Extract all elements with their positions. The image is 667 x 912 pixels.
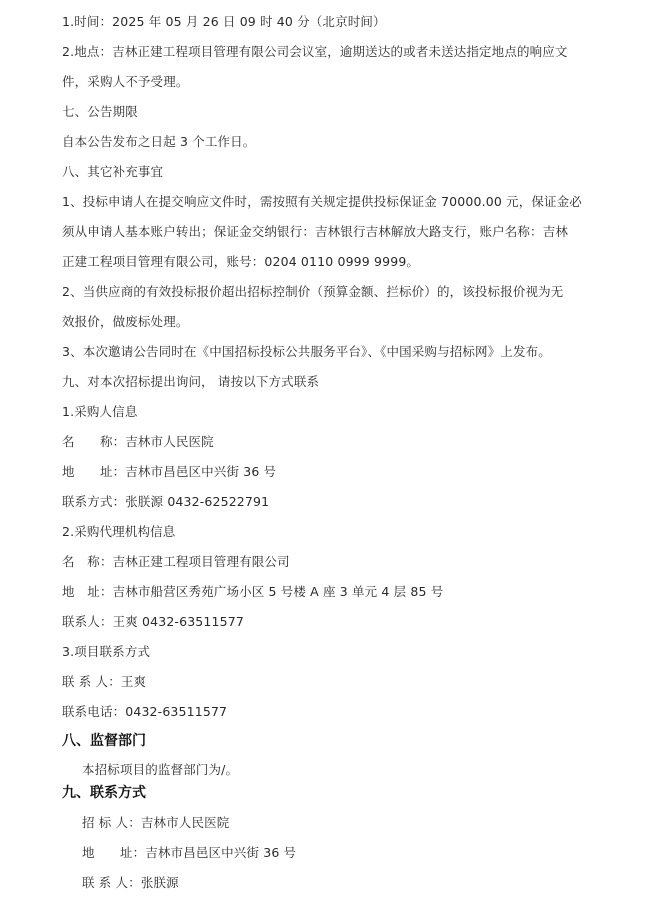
project-contact-person: 联 系 人：王爽 [62, 674, 147, 689]
publication-paragraph: 3、本次邀请公告同时在《中国招标投标公共服务平台》、《中国采购与招标网》上发布。 [62, 344, 551, 359]
supervision-text: 本招标项目的监督部门为/。 [82, 762, 239, 777]
meeting-time-line: 1.时间：2025 年 05 月 26 日 09 时 40 分（北京时间） [62, 14, 386, 29]
purchaser-address: 地 址：吉林市昌邑区中兴街 36 号 [62, 464, 277, 479]
tenderer-address: 地 址：吉林市昌邑区中兴街 36 号 [82, 845, 297, 860]
contact-heading: 九、联系方式 [62, 785, 146, 801]
agency-info-title: 2.采购代理机构信息 [62, 524, 176, 539]
section-9-inquiry-title: 九、对本次招标提出询问， 请按以下方式联系 [62, 374, 320, 389]
bid-price-paragraph-line-2: 效报价，做废标处理。 [62, 314, 189, 329]
purchaser-name: 名 称：吉林市人民医院 [62, 434, 214, 449]
deposit-paragraph-line-1: 1、投标申请人在提交响应文件时，需按照有关规定提供投标保证金 70000.00 元，保证金必 [62, 194, 582, 209]
deposit-paragraph-line-2: 须从申请人基本账户转出；保证金交纳银行：吉林银行吉林解放大路支行，账户名称：吉林 [62, 224, 569, 239]
project-contact-title: 3.项目联系方式 [62, 644, 151, 659]
tenderer-contact: 联 系 人：张朕源 [82, 875, 179, 890]
meeting-location-line-2: 件，采购人不予受理。 [62, 74, 189, 89]
purchaser-info-title: 1.采购人信息 [62, 404, 138, 419]
section-8-supplement-title: 八、其它补充事宜 [62, 164, 164, 179]
tenderer-name: 招 标 人：吉林市人民医院 [82, 815, 230, 830]
purchaser-contact: 联系方式：张朕源 0432-62522791 [62, 494, 270, 509]
announcement-period-text: 自本公告发布之日起 3 个工作日。 [62, 134, 256, 149]
bid-price-paragraph-line-1: 2、当供应商的有效投标报价超出招标控制价（预算金额、拦标价）的，该投标报价视为无 [62, 284, 564, 299]
project-contact-phone: 联系电话：0432-63511577 [62, 704, 228, 719]
agency-contact: 联系人：王爽 0432-63511577 [62, 614, 244, 629]
agency-name: 名 称：吉林正建工程项目管理有限公司 [62, 554, 290, 569]
meeting-location-line: 2.地点：吉林正建工程项目管理有限公司会议室，逾期送达的或者未送达指定地点的响应文 [62, 44, 568, 59]
agency-address: 地 址：吉林市船营区秀苑广场小区 5 号楼 A 座 3 单元 4 层 85 号 [62, 584, 444, 599]
supervision-heading: 八、监督部门 [62, 733, 146, 749]
section-7-title: 七、公告期限 [62, 104, 138, 119]
deposit-paragraph-line-3: 正建工程项目管理有限公司，账号：0204 0110 0999 9999。 [62, 254, 420, 269]
